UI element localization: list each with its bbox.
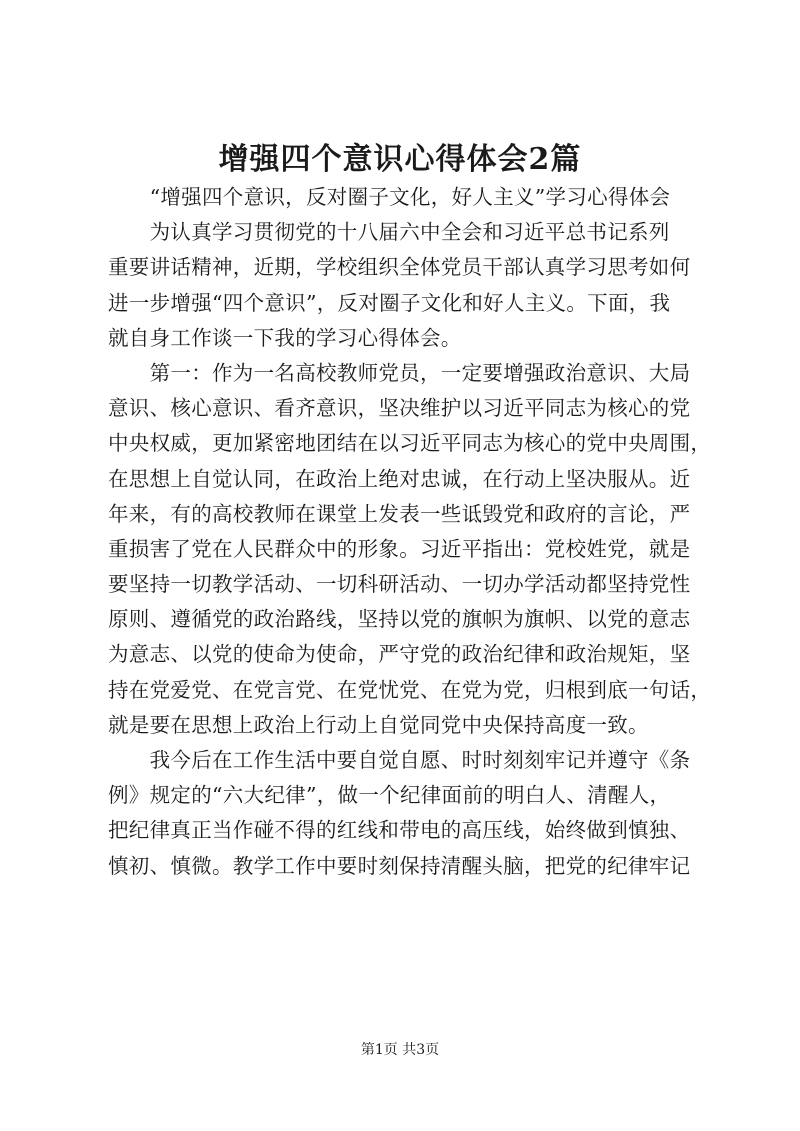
body-line: 进一步增强“四个意识”，反对圈子文化和好人主义。下面，我 <box>108 290 671 315</box>
body-line: 重要讲话精神，近期，学校组织全体党员干部认真学习思考如何 <box>108 255 691 280</box>
document-body <box>108 180 712 884</box>
body-line: 意识、核心意识、看齐意识，坚决维护以习近平同志为核心的党 <box>108 396 691 421</box>
body-line: 持在党爱党、在党言党、在党忧党、在党为党，归根到底一句话， <box>108 677 712 702</box>
body-line: 为认真学习贯彻党的十八届六中全会和习近平总书记系列 <box>108 220 670 245</box>
document-title: 增强四个意识心得体会2篇 <box>218 142 582 177</box>
body-line: “增强四个意识，反对圈子文化，好人主义”学习心得体会 <box>108 185 671 209</box>
body-line: 例》规定的“六大纪律”，做一个纪律面前的明白人、清醒人， <box>108 783 671 808</box>
body-line: 就自身工作谈一下我的学习心得体会。 <box>108 325 462 350</box>
body-line: 慎初、慎微。教学工作中要时刻保持清醒头脑，把党的纪律牢记 <box>108 853 691 878</box>
body-line: 要坚持一切教学活动、一切科研活动、一切办学活动都坚持党性 <box>108 572 691 597</box>
body-line: 就是要在思想上政治上行动上自觉同党中央保持高度一致。 <box>108 712 649 737</box>
body-line: 我今后在工作生活中要自觉自愿、时时刻刻牢记并遵守《条 <box>108 748 691 772</box>
body-line: 年来，有的高校教师在课堂上发表一些诋毁党和政府的言论，严 <box>108 501 691 526</box>
body-line: 把纪律真正当作碰不得的红线和带电的高压线，始终做到慎独、 <box>108 818 691 843</box>
body-line: 重损害了党在人民群众中的形象。习近平指出：党校姓党，就是 <box>108 536 691 561</box>
page-number-footer: 第1页 共3页 <box>360 1042 440 1058</box>
body-line: 中央权威，更加紧密地团结在以习近平同志为核心的党中央周围， <box>108 431 712 456</box>
body-line: 在思想上自觉认同，在政治上绝对忠诚，在行动上坚决服从。近 <box>108 466 691 491</box>
body-line: 原则、遵循党的政治路线，坚持以党的旗帜为旗帜、以党的意志 <box>108 607 691 632</box>
body-line: 第一：作为一名高校教师党员，一定要增强政治意识、大局 <box>108 360 691 385</box>
body-line: 为意志、以党的使命为使命，严守党的政治纪律和政治规矩，坚 <box>108 642 691 667</box>
